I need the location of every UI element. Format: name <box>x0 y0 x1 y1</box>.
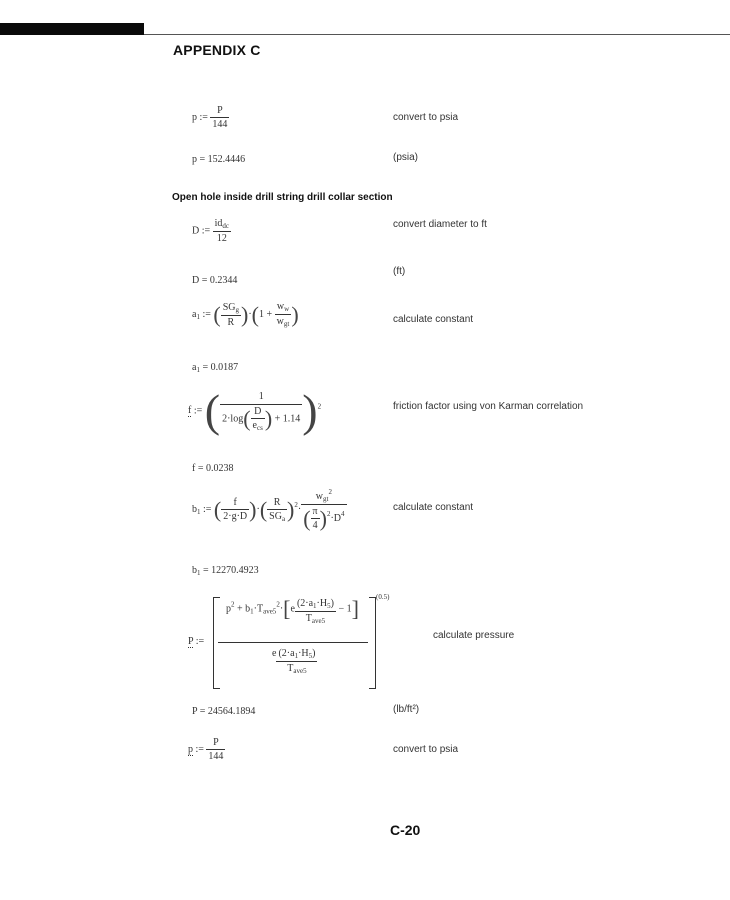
result-b1-value: 12270.4923 <box>211 565 259 576</box>
header-rule <box>144 34 730 35</box>
equation-P-right-bracket <box>369 597 376 689</box>
result-P: P = 24564.1894 <box>192 706 256 717</box>
section-title: Open hole inside drill string drill collar section <box>172 192 393 203</box>
note-calc-constant-b: calculate constant <box>393 502 474 513</box>
equation-P-fraction-line <box>218 642 368 643</box>
note-calc-pressure: calculate pressure <box>433 630 515 641</box>
equation-p-def: p := $\frac{P}{144}$ <box>192 105 228 130</box>
result-b1: $b_1 = 12270.4923$ <box>192 565 259 577</box>
note-convert-psia-2: convert to psia <box>393 744 459 755</box>
note-pressure-unit: (lb/ft²) <box>393 704 420 715</box>
equation-b1-def: $b_1$ := ( $\frac{f}{2\cdot g\cdot D}$ )·( $\frac{R}{SG_a}$ )$^2$· $w_{gt}^2$ ( $\frac{\pi}{4}$ )$^2\cdot D^4$ <box>192 488 345 531</box>
header-bar <box>0 23 144 35</box>
equation-p-def-2: p := $\frac{P}{144}$ <box>188 737 224 762</box>
equation-a1-def: $a_1$ := ( $\frac{SG_g}{R}$ )·(1 + $\frac{w_w}{w_{gt}}$ ) <box>192 301 299 328</box>
equation-P-lhs: P := <box>188 636 205 647</box>
appendix-title: APPENDIX C <box>173 42 261 58</box>
result-a1-value: 0.0187 <box>210 362 239 373</box>
note-ft-unit: (ft) <box>393 266 406 277</box>
note-convert-diameter: convert diameter to ft <box>393 219 487 230</box>
result-D: D = 0.2344 <box>192 275 238 286</box>
result-f: f = 0.0238 <box>192 463 234 474</box>
equation-P-exponent: (0.5) <box>376 593 390 601</box>
result-p: p = 152.4446 <box>192 154 246 165</box>
note-calc-constant-a: calculate constant <box>393 314 474 325</box>
equation-D-def: D := $\frac{id_{dc}}{12}$ <box>192 218 230 244</box>
equation-P-denominator: e $\frac{(2\cdot a_1\cdot H_5)}{T_{ave5}}$ <box>272 648 316 675</box>
note-convert-psia-1: convert to psia <box>393 112 459 123</box>
equation-P-numerator: $p^2 + b_1\cdot T_{ave5}^2\cdot[e$ $\frac{(2\cdot a_1\cdot H_5)}{T_{ave5}}$ − 1] <box>226 596 359 625</box>
note-friction-factor: friction factor using von Karman correlation <box>393 401 584 412</box>
equation-f-def: f := ( 1 2·log( $\frac{D}{e_{cs}}$ ) + 1.14 )$^2$ <box>188 385 322 436</box>
result-a1: $a_1 = 0.0187$ <box>192 362 239 374</box>
note-psia-unit: (psia) <box>393 152 419 163</box>
page-number: C-20 <box>390 822 421 838</box>
equation-P-left-bracket <box>213 597 220 689</box>
